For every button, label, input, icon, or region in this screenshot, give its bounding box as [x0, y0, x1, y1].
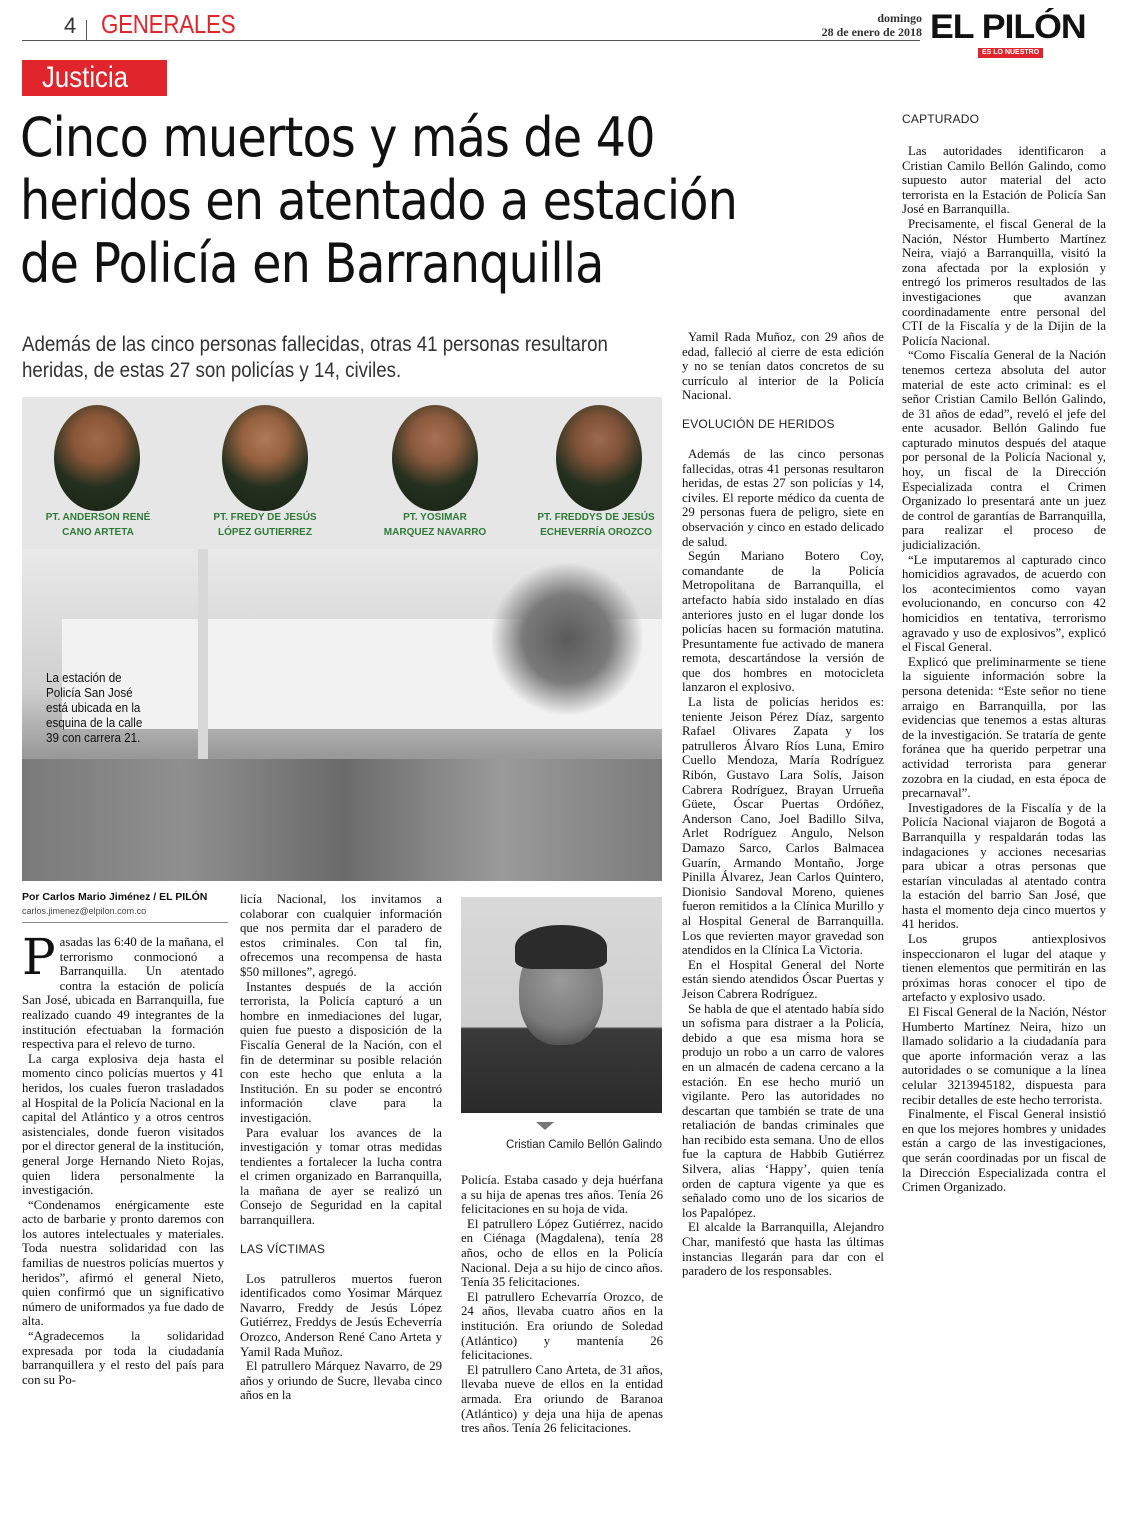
- victim-rank: PT. FREDDYS DE JESÚS: [537, 512, 655, 523]
- victim-portrait: [222, 405, 308, 511]
- paragraph: La lista de policías heridos es: teniente Jeison Pérez Díaz, sargento Rafael Olivares Zapata y los patrulleros Álvaro Ríos Luna, Emiro Cuello Mendoza, María Rodríguez Ribón, Gustavo Lara Solís, Jaison Cabrera Rodríguez, Brayan Urrueña Güete, Óscar Puertas Ordóñez, Anderson Cano, Joel Badillo Silva, Arlet Rodríguez Angulo, Nelson Damazo Sarco, Carlos Balmacea Guarín, Armando Montaño, Jorge Pinilla Álvarez, Jean Carlos Quintero, Dionisio Sandoval Moreno, quienes fueron remitidos a la Clínica Murillo y al Hospital General de Barranquilla. Los que revierten mayor gravedad son atendidos en la Clínica La Victoria.: [682, 695, 884, 958]
- paragraph: Además de las cinco personas fallecidas, otras 41 personas resultaron heridas, de estas 27 son policías y 14, civiles. El reporte médico da cuenta de 29 personas fuera de peligro, siete en observación y cinco en estado delicado de salud.: [682, 446, 884, 549]
- byline-email: carlos.jimenez@elpilon.com.co: [22, 906, 147, 916]
- logo-text: EL PILÓN: [930, 8, 1086, 46]
- victim-name: CANO ARTETA: [62, 527, 134, 538]
- dropcap: P: [22, 928, 56, 986]
- victim-portrait: [54, 405, 140, 511]
- paragraph: “Agradecemos la solidaridad expresada por toda la ciudadanía barranquillera y el resto del país para con su Po-: [22, 1329, 224, 1387]
- byline: Por Carlos Mario Jiménez / EL PILÓN: [22, 891, 208, 903]
- paragraph: Las autoridades identificaron a Cristian Camilo Bellón Galindo, como supuesto autor material del acto terrorista en la Estación de Policía San José en Barranquilla.: [902, 144, 1106, 217]
- paragraph: “Condenamos enérgicamente este acto de barbarie y pronto daremos con los autores intelectuales y materiales. Toda nuestra solidaridad con las familias de nuestros policías muertos y heridos”, afirmó el general Nieto, quien confirmó que un significativo número de uniformados ya fue dado de alta.: [22, 1197, 224, 1329]
- victim-name: ECHEVERRÍA OROZCO: [540, 527, 652, 538]
- suspect-hair: [515, 925, 607, 969]
- victim-name: LÓPEZ GUTIERREZ: [218, 527, 312, 538]
- paragraph: El patrullero Cano Arteta, de 31 años, llevaba nueve de ellos en la entidad armada. Era oriundo de Baranoa (Atlántico) y deja una hija de apenas tres años. Tenía 26 felicitaciones.: [461, 1362, 663, 1436]
- victim-name: MARQUEZ NAVARRO: [383, 527, 487, 538]
- section-label: GENERALES: [101, 9, 236, 39]
- paragraph: Explicó que preliminarmente se tiene la siguiente información sobre la persona detenida: “Este señor no tiene arraigo en Barranquilla, por las evidencias que tenemos a estas alturas de la investigación. Se trataría de gente foránea que ha querido perpetrar una actividad terrorista para generar zozobra en la ciudad, en esta época de precarnaval”.: [902, 654, 1106, 801]
- victim-rank: PT. YOSIMAR: [403, 512, 467, 523]
- article-column-4: [682, 330, 884, 1279]
- subhead-injured: EVOLUCIÓN DE HERIDOS: [682, 416, 835, 431]
- paragraph: Según Mariano Botero Coy, comandante de la Policía Metropolitana de Barranquilla, el artefacto había sido instalado en días anteriores justo en el lugar donde los policías hacen su formación matutina. Presuntamente fue activado de manera remota, descartándose la versión de que dos hombres en motocicleta lanzaron el explosivo.: [682, 549, 884, 695]
- paragraph: El patrullero Echevarría Orozco, de 24 años, llevaba cuatro años en la institución. Era oriundo de Soledad (Atlántico) y mantenía 26 felicitaciones.: [461, 1289, 663, 1363]
- page-number: 4: [64, 13, 77, 38]
- paragraph: La carga explosiva deja hasta el momento cinco policías muertos y 41 heridos, los cuales fueron trasladados al Hospital de la Policía Nacional en la capital del Atlántico y a otros centros asistenciales, donde fueron visitados por el director general de la institución, general Jorge Hernando Nieto Rojas, quien lidera personalmente la investigación.: [22, 1051, 224, 1198]
- subhead-captured: CAPTURADO: [902, 112, 980, 126]
- paragraph: Se habla de que el atentado había sido un sofisma para distraer a la Policía, debido a que esa misma hora se produjo un robo a un carro de valores en un almacén de cadena cercano a la estación. En ese hecho murió un vigilante. Pero las autoridades no descartan que también se trate de una retaliación de bandas criminales que han recibido esta semana. Uno de ellos fue la captura de Habbib Gutiérrez Silvera, alias ‘Happy’, quien tenía orden de captura vigente ya que es señalado como uno de los sicarios de los Papalópez.: [682, 1001, 884, 1220]
- debris-ground: [22, 759, 662, 881]
- paragraph: El Fiscal General de la Nación, Néstor Humberto Martínez Neira, hizo un llamado solidario a la ciudadanía para que aporte información veraz a las autoridades o se comunique a la línea celular 3213945182, dispuesta para recibir detalles de este hecho terrorista.: [902, 1005, 1106, 1107]
- paragraph: Investigadores de la Fiscalía y de la Policía Nacional viajaron de Bogotá a Barranquilla y respaldarán todas las indagaciones y acciones necesarias para ubicar a otras personas que estarían vinculadas al atentado contra la estación del barrio San José, que hasta el momento deja cinco muertos y 41 heridos.: [902, 800, 1106, 932]
- header-separator: [86, 20, 87, 40]
- victim-portrait: [392, 405, 478, 511]
- suspect-photo: [461, 897, 662, 1113]
- header-date: 28 de enero de 2018: [821, 25, 922, 39]
- logo-tagline: ES LO NUESTRO: [978, 48, 1043, 58]
- paragraph: Policía. Estaba casado y deja huérfana a su hija de apenas tres años. Tenía 26 felicitaciones en su hoja de vida.: [461, 1173, 663, 1217]
- paragraph: Para evaluar los avances de la investigación y tomar otras medidas tendientes a fortalecer la lucha contra el crimen organizado en Barranquilla, la mañana de ayer se realizó un Consejo de Seguridad en la capital barranquillera.: [240, 1125, 442, 1228]
- paragraph: El patrullero López Gutiérrez, nacido en Ciénaga (Magdalena), tenía 28 años, ocho de ellos en la Policía Nacional. Deja a su hijo de cinco años. Tenía 35 felicitaciones.: [461, 1216, 663, 1290]
- suspect-caption: Cristian Camilo Bellón Galindo: [506, 1139, 662, 1151]
- header-rule: [22, 40, 920, 41]
- paragraph: “Le imputaremos al capturado cinco homicidios agravados, de acuerdo con los acontecimientos como vayan evolucionando, en concurso con 42 homicidios en tentativa, terrorismo agravado y uso de explosivos”, explicó el Fiscal General.: [902, 552, 1106, 655]
- victim-portrait: [556, 405, 642, 511]
- paragraph: asadas las 6:40 de la mañana, el terrorismo conmocionó a Barranquilla. Un atentado contra la estación de policía San José, ubicada en Barranquilla, fue realizado cuando 49 integrantes de la institución efectuaban la formación respectiva para el relevo de turno.: [22, 935, 224, 1052]
- paragraph: El alcalde la Barranquilla, Alejandro Char, manifestó que hasta las últimas instancias llegarán para dar con el paradero de los responsables.: [682, 1220, 884, 1279]
- victim-rank: PT. ANDERSON RENÉ: [45, 512, 151, 523]
- category-label: Justicia: [42, 61, 129, 94]
- headline: Cinco muertos y más de 40 heridos en atentado a estación de Policía en Barranquilla: [20, 106, 738, 295]
- article-column-3: [461, 1173, 663, 1436]
- deck: Además de las cinco personas fallecidas, otras 41 personas resultaron heridas, de estas 27 son policías y 14, civiles.: [22, 333, 608, 382]
- paragraph: Finalmente, el Fiscal General insistió en que los mejores hombres y unidades están a cargo de las investigaciones, que serán coordinadas por un fiscal de la Dirección Especializada contra el Crimen Organizado.: [902, 1107, 1106, 1195]
- paragraph: Yamil Rada Muñoz, con 29 años de edad, falleció al cierre de esta edición y no se tenían datos concretos de su currículo al interior de la Policía Nacional.: [682, 330, 884, 403]
- article-column-1: [22, 928, 224, 1387]
- paragraph: Instantes después de la acción terrorista, la Policía capturó a un hombre en inmediaciones del lugar, quien fue puesto a disposición de la Fiscalía General de la Nación, con el fin de determinar su posible relación con este hecho que enluta a la Institución. En su poder se encontró información clave para la investigación.: [240, 979, 442, 1125]
- paragraph: El patrullero Márquez Navarro, de 29 años y oriundo de Sucre, llevaba cinco años en la: [240, 1359, 442, 1403]
- caption-pointer-icon: [536, 1122, 554, 1130]
- photo-caption: La estación de Policía San José está ubicada en la esquina de la calle 39 con carrera 21.: [46, 671, 143, 745]
- article-column-2: [240, 892, 442, 1403]
- byline-rule: [22, 922, 228, 923]
- paragraph: Los grupos antiexplosivos inspeccionaron el lugar del ataque y tienen elementos que permitirán en las próximas horas conocer el tipo de artefacto y explosivo usado.: [902, 932, 1106, 1005]
- victim-rank: PT. FREDY DE JESÚS: [213, 512, 317, 523]
- header-day: domingo: [877, 11, 922, 25]
- tree-shape: [492, 559, 642, 719]
- article-column-5: [902, 108, 1106, 1195]
- victims-panel: [22, 397, 662, 549]
- paragraph: En el Hospital General del Norte están siendo atendidos Óscar Puertas y Jeison Cabrera Rodríguez.: [682, 957, 884, 1001]
- paragraph: “Como Fiscalía General de la Nación tenemos certeza absoluta del autor material de este acto criminal: es el señor Cristian Camilo Bellón Galindo, de 31 años de edad”, reveló el jefe del ente acusador. Bellón Galindo fue capturado minutos después del ataque por personal de la Policía Nacional y, hoy, un fiscal de la Dirección Especializada contra el Crimen Organizado lo presentará ante un juez de control de garantías de Barranquilla, para realizar el proceso de judicialización.: [902, 348, 1106, 553]
- paragraph: Precisamente, el fiscal General de la Nación, Néstor Humberto Martínez Neira, viajó a Barranquilla, visitó la zona afectada por la explosión y entregó los primeros resultados de las investigaciones que avanzan coordinadamente entre personal del CTI de la Fiscalía y de la Dijin de la Policía Nacional.: [902, 216, 1106, 348]
- subhead-victims: LAS VÍCTIMAS: [240, 1241, 326, 1256]
- newspaper-logo: [930, 10, 1110, 60]
- paragraph: licía Nacional, los invitamos a colaborar con cualquier información que nos permita dar el paradero de estos criminales. Con tal fin, ofrecemos una recompensa de hasta $50 millones”, agregó.: [240, 892, 442, 979]
- paragraph: Los patrulleros muertos fueron identificados como Yosimar Márquez Navarro, Freddy de Jesús López Gutiérrez, Freddys de Jesús Echeverría Orozco, Anderson René Cano Arteta y Yamil Rada Muñoz.: [240, 1271, 442, 1359]
